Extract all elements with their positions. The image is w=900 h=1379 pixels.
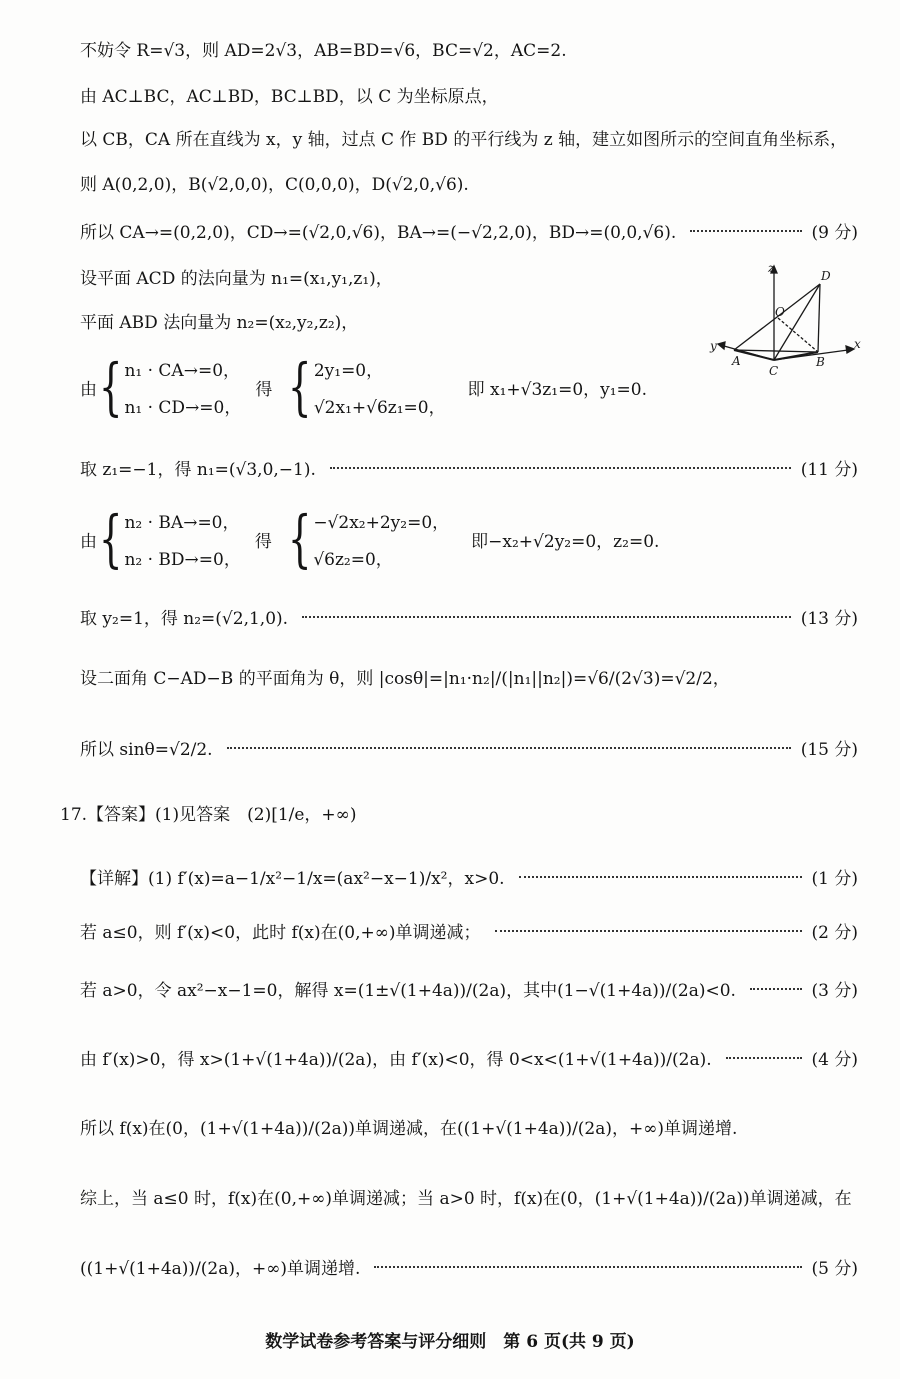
text-line-14: 若 a≤0，则 f′(x)<0，此时 f(x)在(0,+∞)单调递减； (2 分) (80, 923, 858, 943)
text-line-9: 取 y₂=1，得 n₂=(√2,1,0). (13 分) (80, 609, 858, 629)
brace: { (98, 350, 123, 423)
leader-dots (330, 467, 791, 469)
score: (9 分) (811, 223, 858, 243)
text-line-7: 平面 ABD 法向量为 n₂=(x₂,y₂,z₂)， (80, 313, 359, 333)
page-footer: 数学试卷参考答案与评分细则 第 6 页(共 9 页) (265, 1332, 635, 1352)
label-y: y (710, 339, 717, 353)
text-line-3: 以 CB，CA 所在直线为 x，y 轴，过点 C 作 BD 的平行线为 z 轴，建立如图所示的空间直角坐标系， (80, 130, 848, 150)
leader-dots (302, 616, 791, 618)
label-z: z (768, 262, 775, 275)
edge-BD (818, 284, 820, 352)
leader-dots (519, 876, 802, 878)
label-A: A (732, 354, 741, 368)
label-D: D (821, 269, 831, 283)
equation-system-1: 由 { n₁ · CA→=0， n₁ · CD→=0， 得 { 2y₁=0， √2x₁+√6z₁=0， 即 x₁+√3z₁=0，y₁=0. (80, 350, 648, 423)
leader-dots (750, 988, 802, 990)
label-O: O (775, 305, 785, 319)
text-line-1: 不妨令 R=√3，则 AD=2√3，AB=BD=√6，BC=√2，AC=2. (80, 41, 567, 61)
text-line-5: 所以 CA→=(0,2,0)，CD→=(√2,0,√6)，BA→=(−√2,2,0)，BD→=(0,0,√6). (9 分) (80, 218, 858, 243)
leader-dots (726, 1057, 802, 1059)
text-line-6: 设平面 ACD 的法向量为 n₁=(x₁,y₁,z₁)， (80, 269, 393, 289)
brace: { (98, 502, 123, 575)
text-line-11: 所以 sinθ=√2/2. (15 分) (80, 740, 858, 760)
text-line-19: ((1+√(1+4a))/(2a)，+∞)单调递增. (5 分) (80, 1259, 858, 1279)
leader-dots (227, 747, 791, 749)
text-line-15: 若 a>0，令 ax²−x−1=0，解得 x=(1±√(1+4a))/(2a)，其中(1−√(1+4a))/(2a)<0. (3 分) (80, 981, 858, 1001)
brace: { (288, 350, 312, 423)
text-line-17: 所以 f(x)在(0，(1+√(1+4a))/(2a))单调递减，在((1+√(1+4a))/(2a)，+∞)单调递增. (80, 1119, 738, 1139)
leader-dots (690, 230, 801, 232)
y-axis-arrow (718, 342, 725, 349)
brace: { (287, 502, 312, 575)
text-line-4: 则 A(0,2,0)，B(√2,0,0)，C(0,0,0)，D(√2,0,√6). (80, 175, 469, 195)
text-line-16: 由 f′(x)>0，得 x>(1+√(1+4a))/(2a)，由 f′(x)<0，得 0<x<(1+√(1+4a))/(2a). (4 分) (80, 1050, 858, 1070)
edge-CB (774, 352, 818, 360)
label-C: C (769, 364, 779, 378)
label-x: x (854, 337, 861, 351)
answer-line: 17.【答案】(1)见答案 (2)[1/e，+∞) (60, 805, 357, 825)
text-line-8: 取 z₁=−1，得 n₁=(√3,0,−1). (11 分) (80, 460, 858, 480)
label-B: B (816, 355, 825, 369)
x-axis-arrow (846, 346, 854, 353)
edge-OB (778, 318, 818, 352)
text-line-2: 由 AC⊥BC，AC⊥BD，BC⊥BD，以 C 为坐标原点， (80, 87, 499, 107)
text-line-10: 设二面角 C−AD−B 的平面角为 θ，则 |cosθ|=|n₁·n₂|/(|n₁||n₂|)=√6/(2√3)=√2/2， (80, 669, 730, 689)
coordinate-figure (708, 262, 868, 382)
text-line-18: 综上，当 a≤0 时，f(x)在(0,+∞)单调递减；当 a>0 时，f(x)在(0，(1+√(1+4a))/(2a))单调递减，在 (80, 1189, 852, 1209)
equation-system-2: 由 { n₂ · BA→=0， n₂ · BD→=0， 得 { −√2x₂+2y₂=0， √6z₂=0， 即−x₂+√2y₂=0，z₂=0. (80, 502, 660, 575)
text-line-13: 【详解】(1) f′(x)=a−1/x²−1/x=(ax²−x−1)/x²，x>0. (1 分) (80, 869, 858, 889)
leader-dots (374, 1266, 801, 1268)
leader-dots (495, 930, 802, 932)
